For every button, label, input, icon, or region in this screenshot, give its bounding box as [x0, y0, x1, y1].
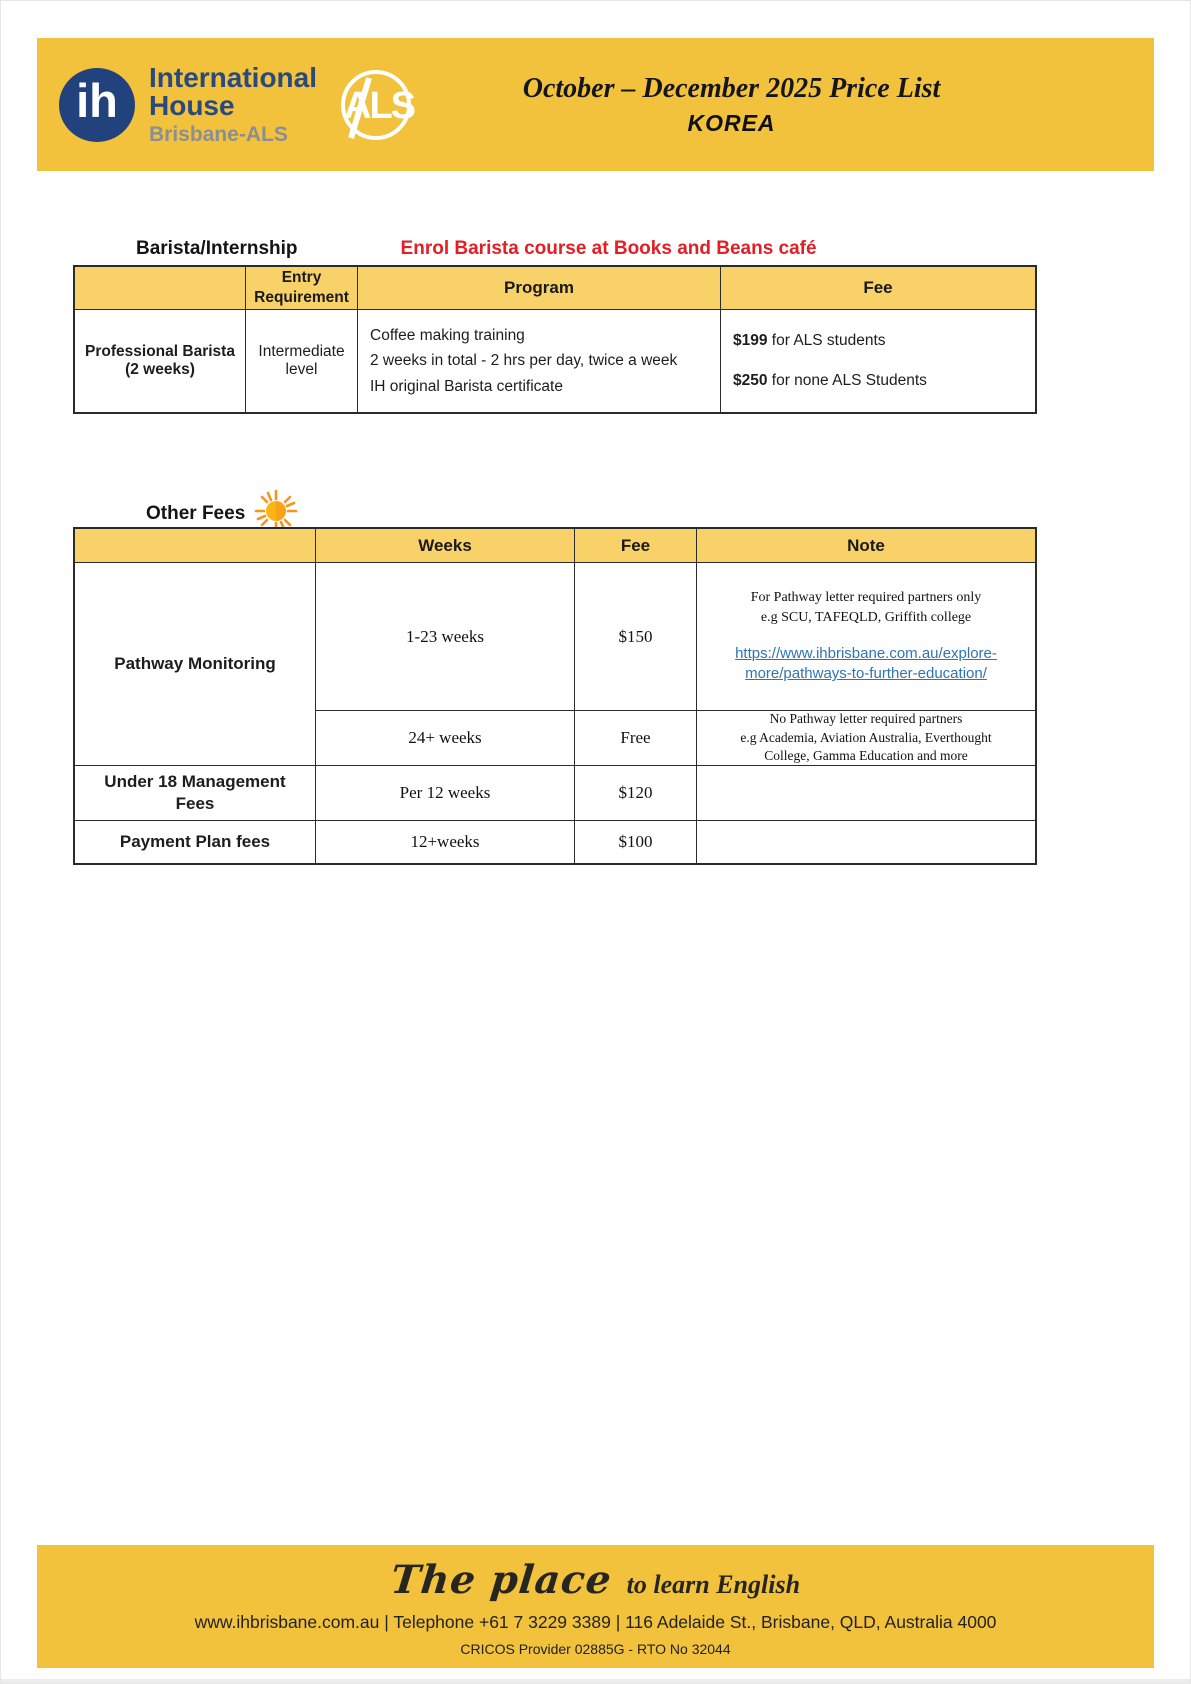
pathway-r2-note-line-1: No Pathway letter required partners: [769, 710, 963, 726]
payment-plan-category-cell: Payment Plan fees: [75, 821, 316, 863]
pathway-r1-weeks: 1-23 weeks: [316, 563, 575, 711]
under18-note-empty: [697, 766, 1035, 821]
entry-line-2: level: [285, 361, 318, 378]
ih-monogram: ih: [76, 74, 118, 127]
program-line-3: IH original Barista certificate: [370, 377, 563, 395]
barista-fee-cell: [721, 310, 1035, 412]
payment-plan-note-empty: [697, 821, 1035, 863]
pathway-education-link[interactable]: [735, 644, 997, 685]
brand-wordmark: [149, 61, 318, 146]
program-line-1: Coffee making training: [370, 327, 525, 345]
barista-section-heading: [136, 238, 817, 260]
als-monogram: ALS: [344, 84, 415, 127]
other-fees-label: Other Fees: [146, 503, 246, 524]
title-block: [419, 73, 1154, 137]
other-fees-table: [73, 527, 1037, 865]
course-name-line-2: (2 weeks): [125, 361, 195, 378]
region-subtitle: KOREA: [687, 109, 776, 136]
fee-1-text: for ALS students: [767, 332, 886, 349]
fee-line-2: [733, 372, 927, 390]
als-logo-icon: [333, 62, 419, 148]
barista-header-program: Program: [358, 267, 721, 310]
ih-logo-icon: [59, 68, 135, 142]
fees-header-fee: Fee: [575, 529, 697, 563]
pathway-link-line-2[interactable]: more/pathways-to-further-education/: [745, 665, 987, 683]
fees-header-empty: [75, 529, 316, 563]
under18-category-cell: Under 18 Management Fees: [75, 766, 316, 821]
barista-header-entry: Entry Requirement: [246, 267, 358, 310]
header-banner: [37, 38, 1154, 171]
fees-header-note: Note: [697, 529, 1035, 563]
barista-header-fee: Fee: [721, 267, 1035, 310]
pathway-note-line-1: For Pathway letter required partners only: [750, 590, 982, 606]
footer-tagline: [37, 1557, 1154, 1603]
pathway-r1-note: [697, 563, 1035, 711]
fee-2-text: for none ALS Students: [767, 372, 927, 389]
footer-banner: [37, 1545, 1154, 1668]
footer-registration-line: CRICOS Provider 02885G - RTO No 32044: [460, 1641, 731, 1657]
barista-heading-label: Barista/Internship: [136, 238, 298, 259]
footer-contact-line: www.ihbrisbane.com.au | Telephone +61 7 3229 3389 | 116 Adelaide St., Brisbane, QLD, Australia 4000: [194, 1612, 997, 1632]
pathway-link-line-1[interactable]: https://www.ihbrisbane.com.au/explore-: [735, 645, 997, 663]
pathway-note-line-2: e.g SCU, TAFEQLD, Griffith college: [760, 609, 972, 625]
course-name-line-1: Professional Barista: [85, 343, 235, 360]
payment-plan-fee: $100: [575, 821, 697, 863]
barista-entry-cell: [246, 310, 358, 412]
brand-line-2: House: [149, 90, 235, 122]
barista-table: [73, 265, 1037, 414]
tagline-rest-text: to learn English: [626, 1570, 801, 1599]
program-line-2: 2 weeks in total - 2 hrs per day, twice a week: [370, 352, 678, 370]
fee-2-amount: $250: [733, 372, 768, 389]
pathway-r1-fee: $150: [575, 563, 697, 711]
fee-1-amount: $199: [733, 332, 768, 349]
entry-line-1: Intermediate: [258, 343, 345, 360]
pathway-monitoring-cell: Pathway Monitoring: [75, 563, 316, 766]
pathway-r2-note-line-2: e.g Academia, Aviation Australia, Everthought: [740, 729, 992, 745]
barista-program-cell: [358, 310, 721, 412]
pathway-r2-note: [697, 711, 1035, 766]
brand-line-1: International: [149, 61, 318, 93]
fees-header-weeks: Weeks: [316, 529, 575, 563]
pathway-r2-fee: Free: [575, 711, 697, 766]
page-bottom-edge: [1, 1679, 1190, 1683]
fee-line-1: [733, 332, 886, 350]
page-title: October – December 2025 Price List: [522, 72, 941, 104]
under18-weeks: Per 12 weeks: [316, 766, 575, 821]
barista-header-empty: [75, 267, 246, 310]
barista-course-name-cell: [75, 310, 246, 412]
barista-promo-text: Enrol Barista course at Books and Beans café: [400, 238, 817, 259]
under18-fee: $120: [575, 766, 697, 821]
brand-line-3: Brisbane-ALS: [149, 122, 288, 146]
tagline-script-text: The place: [388, 1557, 615, 1603]
pathway-r2-weeks: 24+ weeks: [316, 711, 575, 766]
payment-plan-weeks: 12+weeks: [316, 821, 575, 863]
pathway-r2-note-line-3: College, Gamma Education and more: [764, 748, 968, 764]
logo-group: [37, 62, 419, 148]
